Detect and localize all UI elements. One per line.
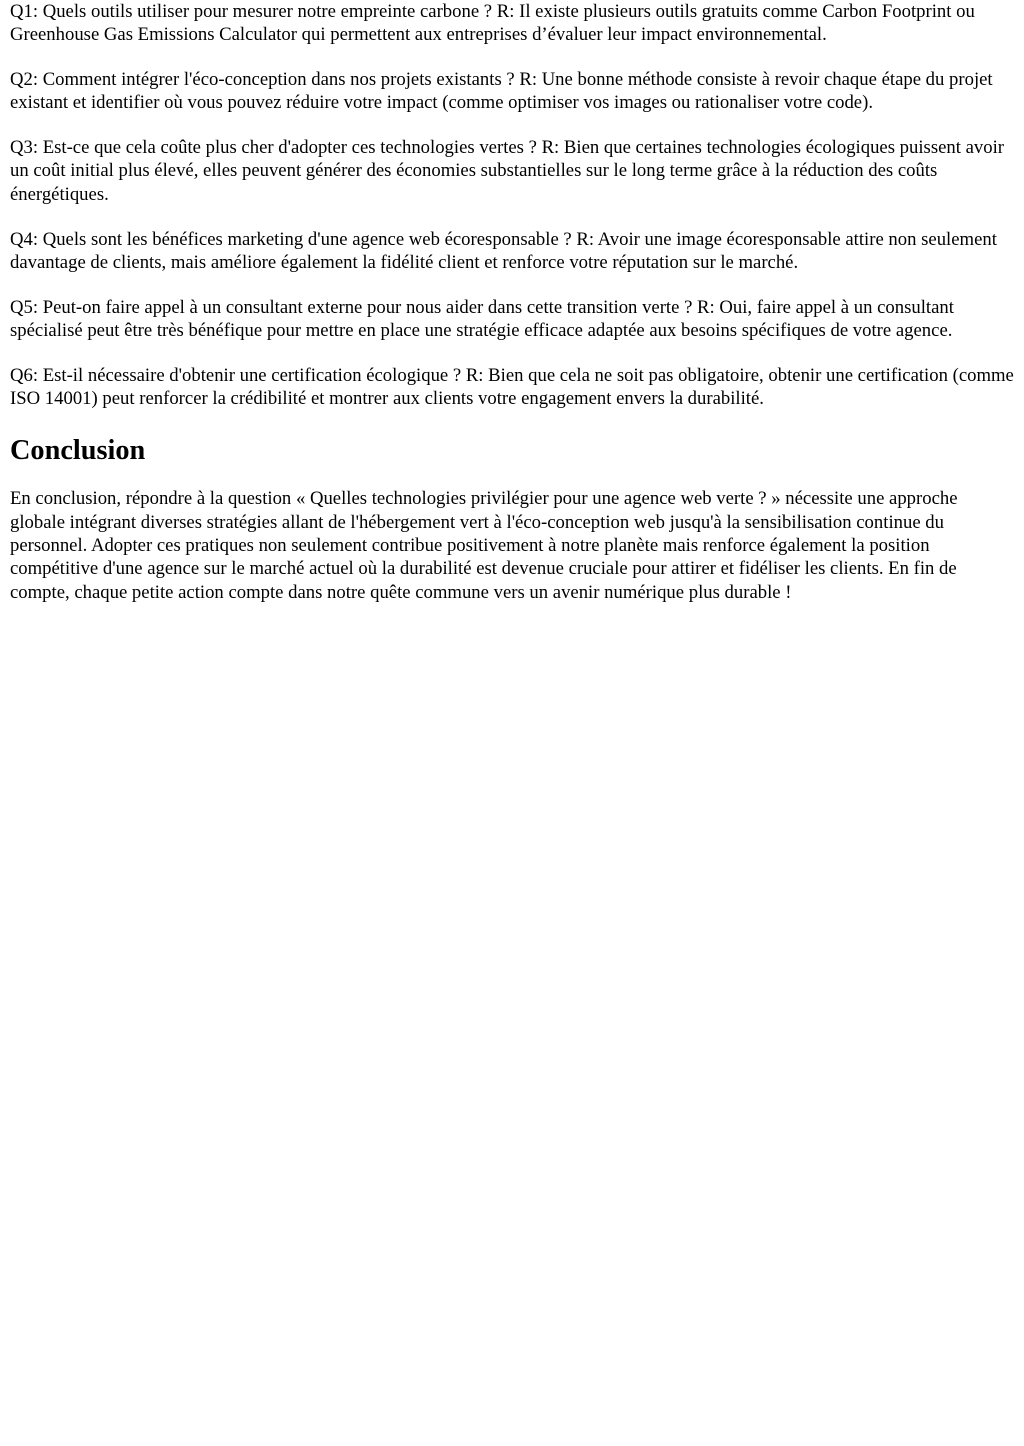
conclusion-heading: Conclusion	[10, 435, 146, 467]
faq-list	[10, 0, 1016, 410]
faq-item-q6: Q6: Est-il nécessaire d'obtenir une certification écologique ? R: Bien que cela ne soit pas obligatoire, obtenir une certification (comme ISO 14001) peut renforcer la crédibilité et montrer aux clients votre engagement envers la durabilité.	[10, 364, 1014, 410]
conclusion-paragraph: En conclusion, répondre à la question « Quelles technologies privilégier pour une agence web verte ? » nécessite une approche globale intégrant diverses stratégies allant de l'hébergement vert à l'éco-conception web jusqu'à la sensibilisation continue du personnel. Adopter ces pratiques non seulement contribue positivement à notre planète mais renforce également la position compétitive d'une agence sur le marché actuel où la durabilité est devenue cruciale pour attirer et fidéliser les clients. En fin de compte, chaque petite action compte dans notre quête commune vers un avenir numérique plus durable !	[10, 488, 958, 603]
faq-item-q4: Q4: Quels sont les bénéfices marketing d'une agence web écoresponsable ? R: Avoir une image écoresponsable attire non seulement davantage de clients, mais améliore également la fidélité client et renforce votre réputation sur le marché.	[10, 228, 997, 273]
faq-item-q5: Q5: Peut-on faire appel à un consultant externe pour nous aider dans cette transition verte ? R: Oui, faire appel à un consultant spécialisé peut être très bénéfique pour mettre en place une stratégie efficace adaptée aux besoins spécifiques de votre agence.	[10, 296, 954, 341]
faq-item-q3: Q3: Est-ce que cela coûte plus cher d'adopter ces technologies vertes ? R: Bien que certaines technologies écologiques puissent avoir un coût initial plus élevé, elles peuvent générer des économies substantielles sur le long terme grâce à la réduction des coûts énergétiques.	[10, 137, 1004, 205]
page-content	[0, 0, 1024, 604]
faq-item-q1: Q1: Quels outils utiliser pour mesurer notre empreinte carbone ? R: Il existe plusieurs outils gratuits comme Carbon Footprint ou Greenhouse Gas Emissions Calculator qui permettent aux entreprises d’évaluer leur impact environnemental.	[10, 1, 975, 46]
faq-item-q2: Q2: Comment intégrer l'éco-conception dans nos projets existants ? R: Une bonne méthode consiste à revoir chaque étape du projet existant et identifier où vous pouvez réduire votre impact (comme optimiser vos images ou rationaliser votre code).	[10, 69, 993, 114]
